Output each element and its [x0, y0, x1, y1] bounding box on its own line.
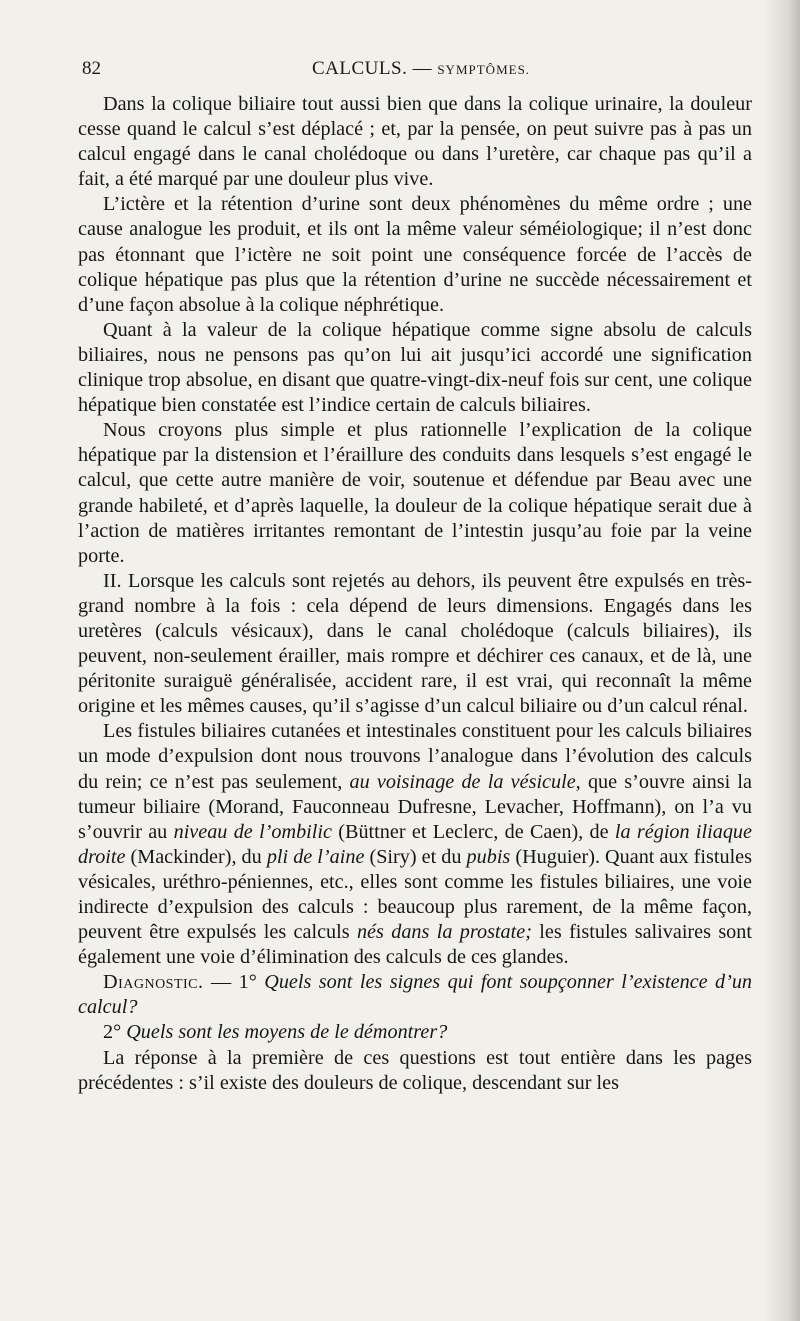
paragraph-answer: La réponse à la première de ces questions est tout entière dans les pages précédentes : s’il existe des douleurs de colique, descendant sur les	[78, 1046, 752, 1094]
p6-italic-6: nés dans la prostate;	[356, 921, 532, 944]
p6-text-a: Les fistules biliaires cutanées et intestinales constituent pour les calculs biliaires un mode d’expulsion dont nous trouvons l’analogue dans l’évolution des calculs du rein; ce n’est pas seulement,	[78, 720, 752, 793]
page-number: 82	[82, 58, 101, 79]
p6-italic-5: pubis	[466, 845, 511, 868]
page-edge-shadow	[764, 0, 800, 1321]
p6-italic-1: au voisinage de la vésicule	[349, 770, 576, 793]
p6-text-c: (Büttner et Leclerc, de Caen), de	[331, 820, 615, 843]
paragraph-4: Nous croyons plus simple et plus rationnelle l’explication de la colique hépatique par la distension et l’éraillure des conduits dans lesquels s’est engagé le calcul, que cette autre manière de voir, soutenue et défendue par Beau avec une grande habileté, et d’après laquelle, la douleur de la colique hépatique serait due à l’action de matières irritantes remontant de l’intestin jusqu’au foie par la veine porte.	[78, 419, 752, 567]
paragraph-6	[78, 719, 752, 970]
running-title-section: SYMPTÔMES.	[437, 62, 531, 77]
paragraph-5: II. Lorsque les calculs sont rejetés au dehors, ils peuvent être expulsés en très-grand nombre à la fois : cela dépend de leurs dimensions. Engagés dans les uretères (calculs vésicaux), dans le canal cholédoque (calculs biliaires), ils peuvent, non-seulement érailler, mais rompre et déchirer ces canaux, et de là, une péritonite suraiguë généralisée, accident rare, il est vrai, qui reconnaît la même origine et les mêmes causes, qu’il s’agisse d’un calcul biliaire ou d’un calcul rénal.	[78, 569, 752, 718]
diagnostic-label: Diagnostic.	[103, 971, 204, 994]
paragraph-question-2	[78, 1020, 752, 1045]
diagnostic-question-1: Quels sont les signes qui font soupçonner l’existence d’un calcul?	[78, 971, 753, 1019]
p6-italic-3: la région iliaque droite	[78, 820, 752, 868]
running-title	[312, 58, 530, 80]
question-2-text: Quels sont les moyens de le démontrer?	[126, 1021, 448, 1044]
p6-italic-4: pli de l’aine	[266, 845, 365, 868]
p6-text-e: (Siry) et du	[364, 845, 467, 868]
p6-italic-2: niveau de l’ombilic	[173, 820, 332, 843]
paragraph-2: L’ictère et la rétention d’urine sont deux phénomènes du même ordre ; une cause analogue les produit, et ils ont la même valeur séméiologique; il n’est donc pas étonnant que l’ictère ne soit point une conséquence forcée de l’accès de colique hépatique pas plus que la rétention d’urine ne succède nécessairement et d’une façon absolue à la colique néphrétique.	[78, 193, 752, 316]
question-2-num: 2°	[103, 1021, 127, 1044]
diagnostic-num: — 1°	[203, 971, 265, 994]
p6-text-d: (Mackinder), du	[125, 845, 267, 868]
paragraph-diagnostic	[78, 970, 752, 1020]
paragraph-3: Quant à la valeur de la colique hépatique comme signe absolu de calculs biliaires, nous ne pensons pas qu’on lui ait jusqu’ici accordé une signification clinique trop absolue, en disant que quatre-vingt-dix-neuf fois sur cent, une colique hépatique bien constatée est l’indice certain de calculs biliaires.	[78, 318, 752, 417]
paragraph-1: Dans la colique biliaire tout aussi bien que dans la colique urinaire, la douleur cesse quand le calcul s’est déplacé ; et, par la pensée, on peut suivre pas à pas un calcul engagé dans le canal cholédoque ou dans l’uretère, car chaque pas qu’il a fait, a été marqué par une douleur plus vive.	[78, 93, 752, 191]
p6-text-g: les fistules salivaires sont également une voie d’élimination des calculs de ces glandes.	[78, 921, 752, 969]
p6-text-b: , que s’ouvre ainsi la tumeur biliaire (Morand, Fauconneau Dufresne, Levacher, Hoffmann), on l’a vu s’ouvrir au	[78, 770, 752, 843]
p6-text-f: (Huguier). Quant aux fistules vésicales, uréthro-péniennes, etc., elles sont comme les fistules biliaires, une voie indirecte d’expulsion des calculs : beaucoup plus rarement, de la même façon, peuvent être expulsés les calculs	[78, 845, 752, 944]
running-title-main: CALCULS. —	[312, 58, 438, 79]
running-header	[82, 58, 750, 84]
body-text	[78, 92, 752, 1096]
